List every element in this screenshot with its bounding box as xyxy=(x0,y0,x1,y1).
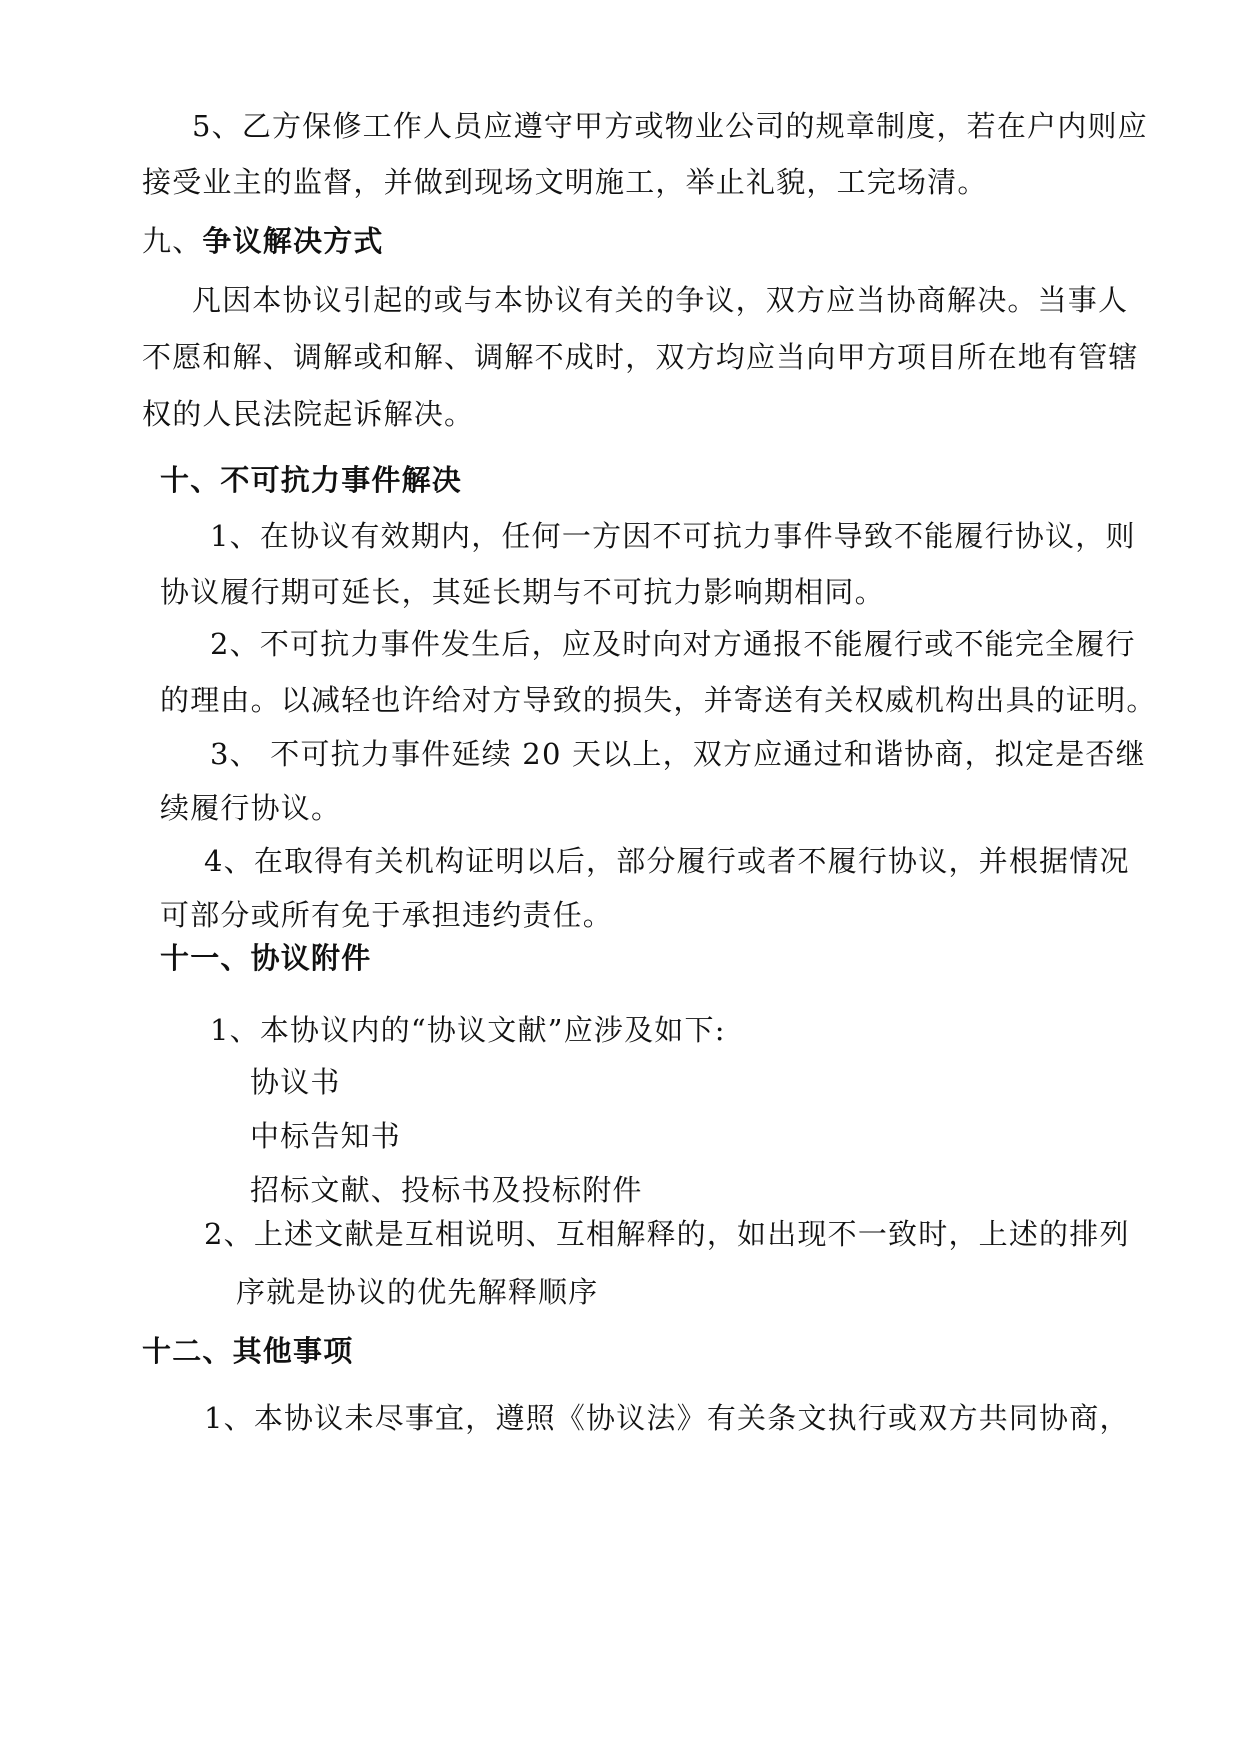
attachment-item: 招标文献、投标书及投标附件 xyxy=(250,1173,643,1207)
clause-10-4-line-2: 可部分或所有免于承担违约责任。 xyxy=(160,898,614,932)
section-9-heading-title: 争议解决方式 xyxy=(202,224,384,258)
clause-10-4-line-1: 4、在取得有关机构证明以后，部分履行或者不履行协议，并根据情况 xyxy=(204,844,1130,878)
section-9-heading-number: 九、 xyxy=(142,224,203,258)
clause-10-2-line-2: 的理由。以减轻也许给对方导致的损失，并寄送有关权威机构出具的证明。 xyxy=(160,683,1157,717)
section-10-heading: 十、不可抗力事件解决 xyxy=(160,463,463,497)
clause-10-2-line-1: 2、不可抗力事件发生后，应及时向对方通报不能履行或不能完全履行 xyxy=(210,627,1136,661)
clause-10-1-line-1: 1、在协议有效期内，任何一方因不可抗力事件导致不能履行协议，则 xyxy=(210,519,1136,553)
section-12-heading: 十二、其他事项 xyxy=(142,1334,354,1368)
attachment-item: 协议书 xyxy=(250,1065,341,1099)
clause-11-1: 1、本协议内的“协议文献”应涉及如下: xyxy=(210,1013,726,1047)
clause-11-2-line-2: 序就是协议的优先解释顺序 xyxy=(236,1275,599,1309)
clause-10-3-line-1: 3、 不可抗力事件延续 20 天以上，双方应通过和谐协商，拟定是否继 xyxy=(210,737,1146,771)
section-9-paragraph-line-2: 不愿和解、调解或和解、调解不成时，双方均应当向甲方项目所在地有管辖 xyxy=(142,340,1139,374)
section-9-paragraph-line-1: 凡因本协议引起的或与本协议有关的争议，双方应当协商解决。当事人 xyxy=(192,283,1129,317)
section-9-paragraph-line-3: 权的人民法院起诉解决。 xyxy=(142,397,475,431)
section-11-heading: 十一、协议附件 xyxy=(160,941,372,975)
clause-8-5-line-2: 接受业主的监督，并做到现场文明施工，举止礼貌，工完场清。 xyxy=(142,165,988,199)
clause-8-5-line-1: 5、乙方保修工作人员应遵守甲方或物业公司的规章制度，若在户内则应 xyxy=(192,109,1148,143)
attachment-item: 中标告知书 xyxy=(250,1119,402,1153)
clause-10-3-line-2: 续履行协议。 xyxy=(160,791,342,825)
section-9-heading xyxy=(142,223,384,259)
clause-10-1-line-2: 协议履行期可延长，其延长期与不可抗力影响期相同。 xyxy=(160,575,885,609)
clause-11-2-line-1: 2、上述文献是互相说明、互相解释的，如出现不一致时，上述的排列 xyxy=(204,1217,1130,1251)
clause-12-1-line-1: 1、本协议未尽事宜，遵照《协议法》有关条文执行或双方共同协商， xyxy=(204,1401,1130,1435)
